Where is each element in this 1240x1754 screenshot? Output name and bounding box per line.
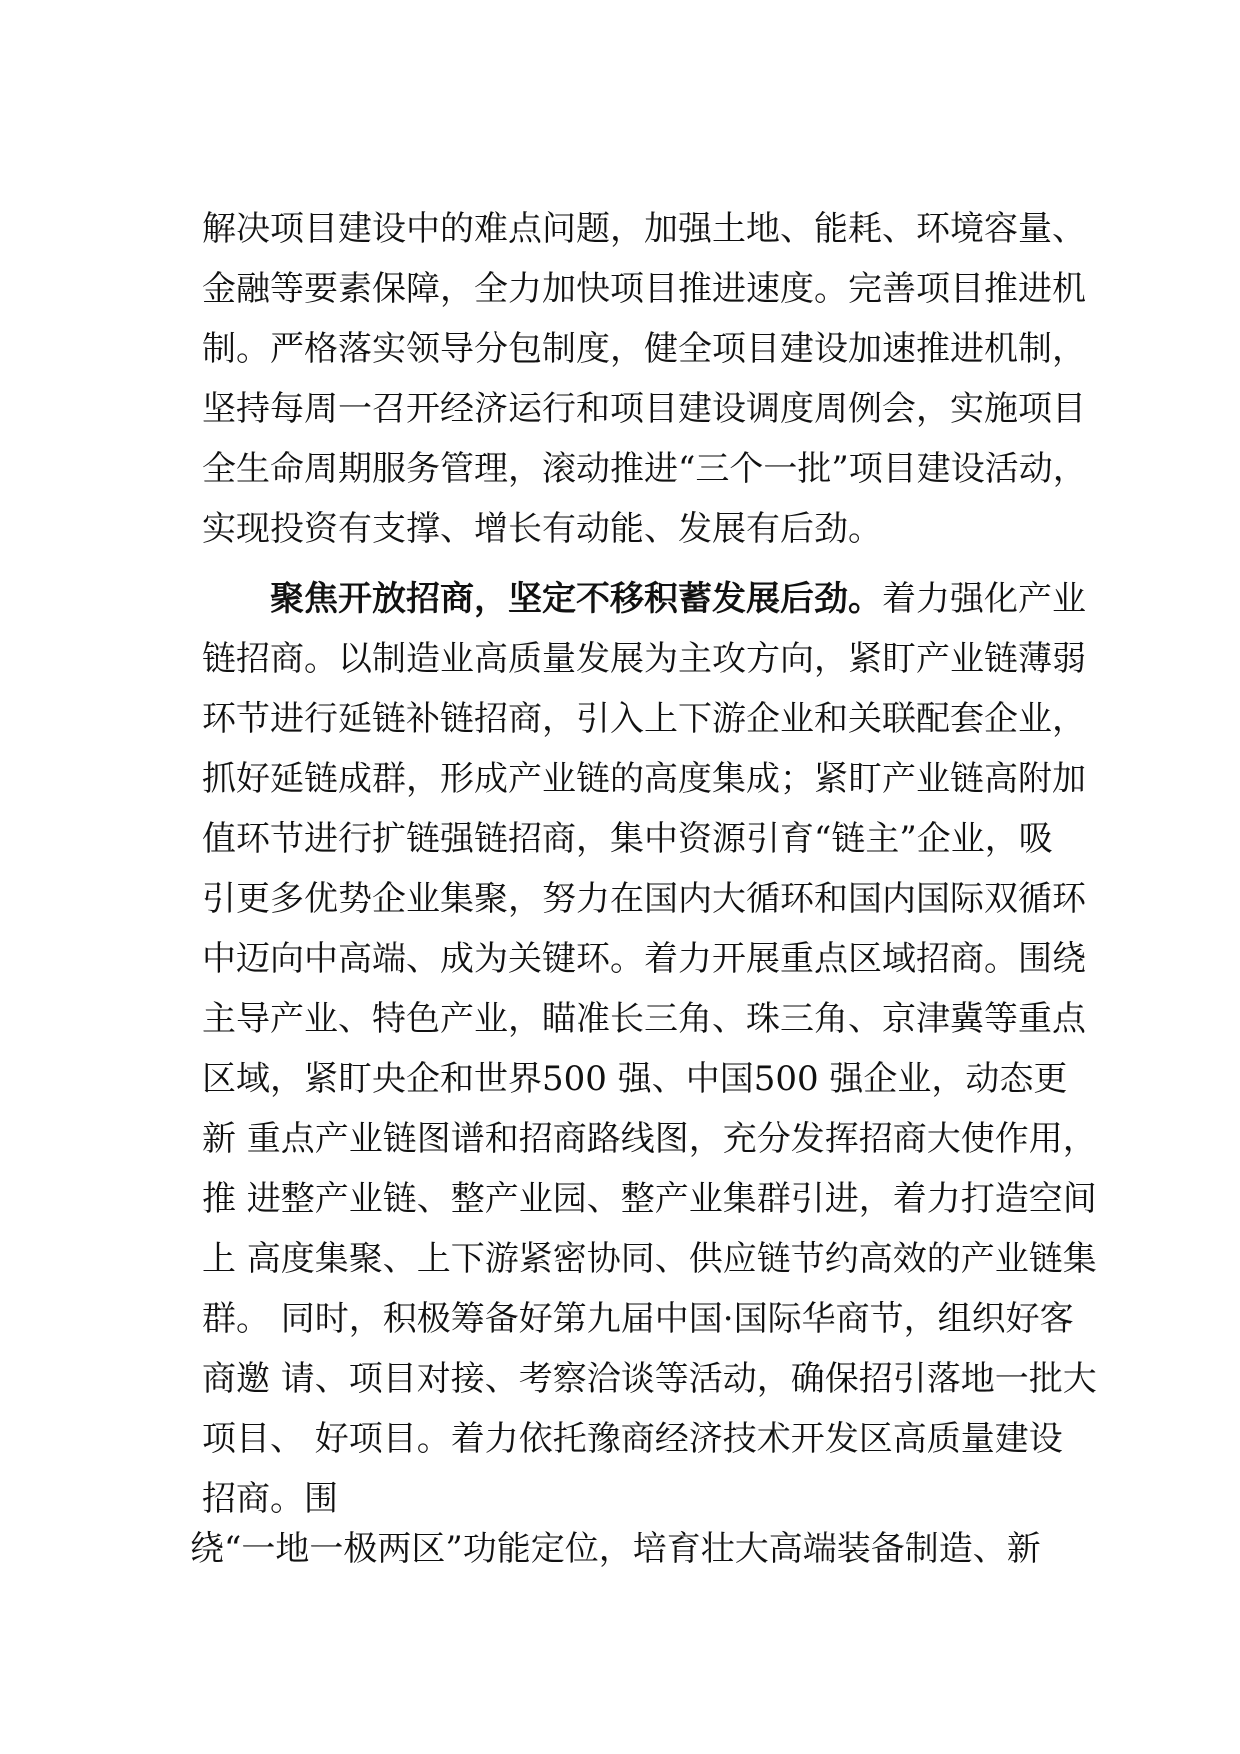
- paragraph-2-line-3: 环节进行延链补链招商，引入上下游企业和关联配套企业，: [202, 699, 1086, 739]
- paragraph-1-line-2: 金融等要素保障，全力加快项目推进速度。完善项目推进机: [202, 269, 1086, 309]
- paragraph-1-line-3: 制。严格落实领导分包制度，健全项目建设加速推进机制，: [202, 329, 1086, 369]
- paragraph-2-line-15: 项目、 好项目。着力依托豫商经济技术开发区高质量建设: [202, 1419, 1063, 1459]
- paragraph-2-line-8: 主导产业、特色产业，瞄准长三角、珠三角、京津冀等重点: [202, 999, 1086, 1039]
- paragraph-2-line-7: 中迈向中高端、成为关键环。着力开展重点区域招商。围绕: [202, 939, 1086, 979]
- paragraph-heading: 聚焦开放招商，坚定不移积蓄发展后劲。: [270, 579, 882, 619]
- paragraph-2-first-line-text: 着力强化产业: [882, 579, 1086, 619]
- paragraph-2-line-12: 上 高度集聚、上下游紧密协同、供应链节约高效的产业链集: [202, 1239, 1097, 1279]
- paragraph-2-line-13: 群。 同时，积极筹备好第九届中国·国际华商节，组织好客: [202, 1299, 1074, 1339]
- paragraph-1-line-4: 坚持每周一召开经济运行和项目建设调度周例会，实施项目: [202, 389, 1086, 429]
- paragraph-2-line-5: 值环节进行扩链强链招商，集中资源引育“链主”企业，吸: [202, 819, 1053, 859]
- paragraph-2-line-2: 链招商。以制造业高质量发展为主攻方向，紧盯产业链薄弱: [202, 639, 1086, 679]
- paragraph-2-line-11: 推 进整产业链、整产业园、整产业集群引进，着力打造空间: [202, 1179, 1097, 1219]
- paragraph-1-line-5: 全生命周期服务管理，滚动推进“三个一批”项目建设活动，: [202, 449, 1087, 489]
- paragraph-2-line-4: 抓好延链成群，形成产业链的高度集成；紧盯产业链高附加: [202, 759, 1086, 799]
- paragraph-2-line-9: 区域，紧盯央企和世界500 强、中国500 强企业，动态更: [202, 1059, 1068, 1099]
- paragraph-2-first-line: [270, 570, 1086, 628]
- paragraph-2-line-10: 新 重点产业链图谱和招商路线图，充分发挥招商大使作用，: [202, 1119, 1097, 1159]
- paragraph-2-line-17: 绕“一地一极两区”功能定位，培育壮大高端装备制造、新: [190, 1529, 1041, 1569]
- paragraph-2-line-14: 商邀 请、项目对接、考察洽谈等活动，确保招引落地一批大: [202, 1359, 1097, 1399]
- paragraph-1-line-1: 解决项目建设中的难点问题，加强土地、能耗、环境容量、: [202, 209, 1086, 249]
- paragraph-2-line-16: 招商。围: [202, 1479, 338, 1519]
- paragraph-1-line-6: 实现投资有支撑、增长有动能、发展有后劲。: [202, 509, 882, 549]
- paragraph-2-line-6: 引更多优势企业集聚，努力在国内大循环和国内国际双循环: [202, 879, 1086, 919]
